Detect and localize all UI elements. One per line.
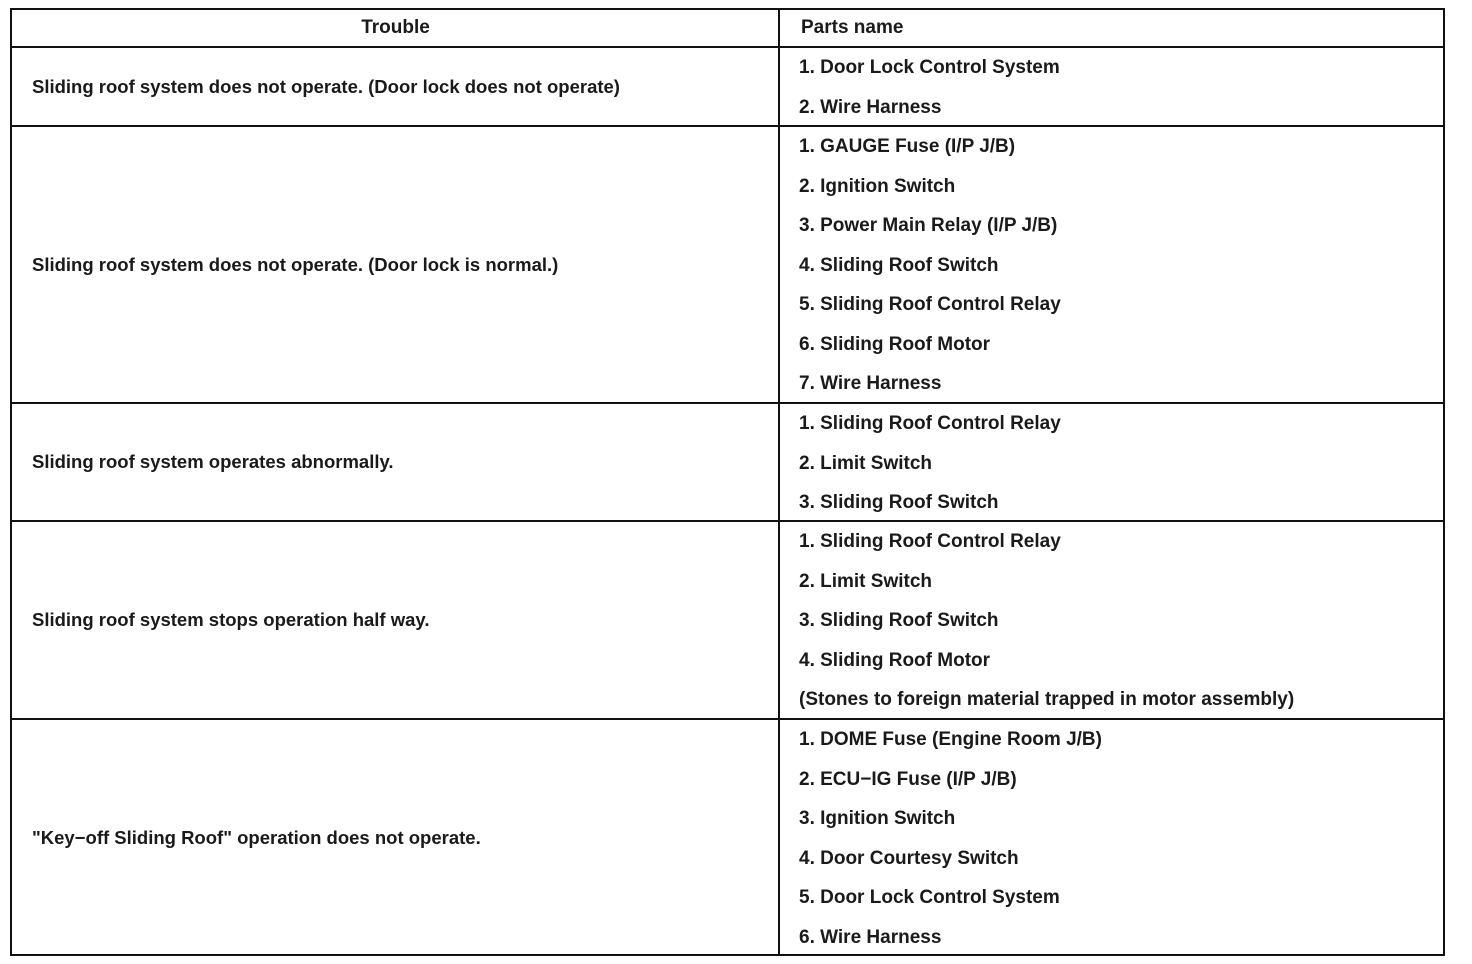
part-item: 2. ECU−IG Fuse (I/P J/B) — [799, 768, 1017, 790]
trouble-cell: Sliding roof system operates abnormally. — [32, 451, 394, 472]
parts-list — [799, 127, 1439, 404]
part-item: 4. Door Courtesy Switch — [799, 847, 1019, 869]
part-item: 6. Wire Harness — [799, 926, 942, 948]
part-item: 4. Sliding Roof Motor — [799, 649, 991, 671]
part-item: 5. Door Lock Control System — [799, 887, 1060, 908]
part-item: 6. Sliding Roof Motor — [799, 333, 991, 355]
part-item: 1. Door Lock Control System — [799, 57, 1060, 78]
part-item: 7. Wire Harness — [799, 373, 942, 394]
header-parts-name: Parts name — [801, 17, 904, 38]
table-row — [12, 720, 1443, 956]
trouble-table — [10, 8, 1445, 956]
parts-list — [799, 522, 1439, 720]
part-item: 2. Limit Switch — [799, 570, 933, 592]
parts-list — [799, 720, 1439, 957]
part-item: 4. Sliding Roof Switch — [799, 254, 999, 276]
part-item: 3. Sliding Roof Switch — [799, 610, 999, 631]
parts-list — [799, 404, 1439, 523]
part-item: 2. Wire Harness — [799, 96, 942, 118]
part-item: 2. Ignition Switch — [799, 175, 956, 197]
part-item: 3. Ignition Switch — [799, 808, 956, 829]
table-row — [12, 522, 1443, 720]
part-item: 1. GAUGE Fuse (I/P J/B) — [799, 136, 1016, 157]
trouble-cell: "Key−off Sliding Roof" operation does not operate. — [32, 827, 481, 848]
part-item: 1. DOME Fuse (Engine Room J/B) — [799, 729, 1102, 750]
table-header — [12, 10, 1443, 48]
part-item: 1. Sliding Roof Control Relay — [799, 413, 1061, 434]
trouble-cell: Sliding roof system does not operate. (Door lock is normal.) — [32, 253, 559, 275]
header-trouble: Trouble — [361, 17, 430, 38]
table-row — [12, 127, 1443, 404]
part-item: 5. Sliding Roof Control Relay — [799, 294, 1061, 315]
table-row — [12, 404, 1443, 522]
part-item: 2. Limit Switch — [799, 452, 933, 474]
parts-list — [799, 48, 1439, 127]
trouble-cell: Sliding roof system stops operation half way. — [32, 609, 430, 630]
part-item: 3. Power Main Relay (I/P J/B) — [799, 215, 1058, 236]
trouble-cell: Sliding roof system does not operate. (Door lock does not operate) — [32, 75, 620, 97]
table-row — [12, 48, 1443, 127]
part-item: 3. Sliding Roof Switch — [799, 492, 999, 513]
part-note: (Stones to foreign material trapped in motor assembly) — [799, 689, 1295, 710]
part-item: 1. Sliding Roof Control Relay — [799, 531, 1061, 552]
